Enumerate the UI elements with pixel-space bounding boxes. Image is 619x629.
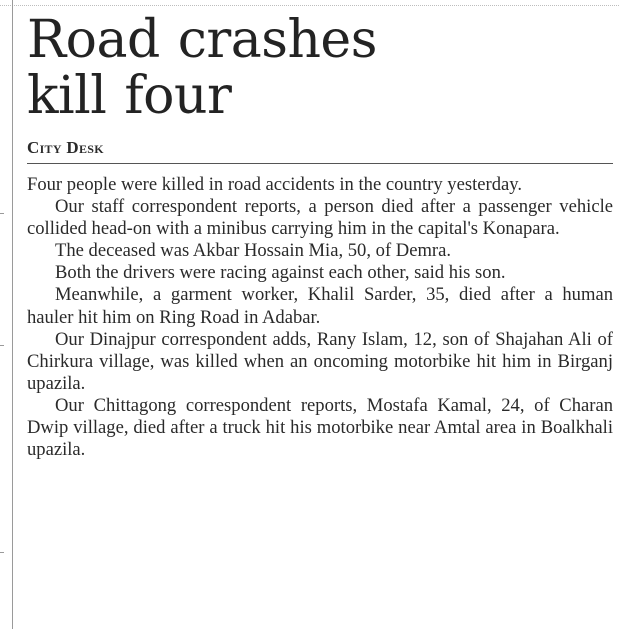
headline-line-1: Road crashes [27,10,377,70]
byline-divider [27,163,613,164]
column-rule-tick [0,213,4,214]
body-paragraph: Four people were killed in road accidents in the country yesterday. [27,174,522,195]
body-paragraph: Our staff correspondent reports, a person died after a passenger vehicle collided head-on with a minibus carrying him in the capital's Konapara. [27,196,613,240]
body-paragraph: Meanwhile, a garment worker, Khalil Sarder, 35, died after a human hauler hit him on Ring Road in Adabar. [27,284,613,328]
body-paragraph: The deceased was Akbar Hossain Mia, 50, of Demra. [55,240,452,262]
body-paragraph: Both the drivers were racing against each other, said his son. [55,262,506,284]
headline-line-2: kill four [27,66,232,126]
column-rule-tick [0,552,4,553]
body-paragraph: Our Dinajpur correspondent adds, Rany Islam, 12, son of Shajahan Ali of Chirkura village, was killed when an oncoming motorbike hit him in Birganj upazila. [27,328,613,394]
column-rule [12,0,13,629]
byline: City Desk [27,138,104,157]
column-rule-tick [0,345,4,346]
news-article [27,12,613,461]
body-paragraph: Our Chittagong correspondent reports, Mostafa Kamal, 24, of Charan Dwip village, died after a truck hit his motorbike near Amtal area in Boalkhali upazila. [27,394,613,461]
article-body [27,174,613,461]
headline [27,12,613,124]
clipping-top-edge [0,0,619,6]
